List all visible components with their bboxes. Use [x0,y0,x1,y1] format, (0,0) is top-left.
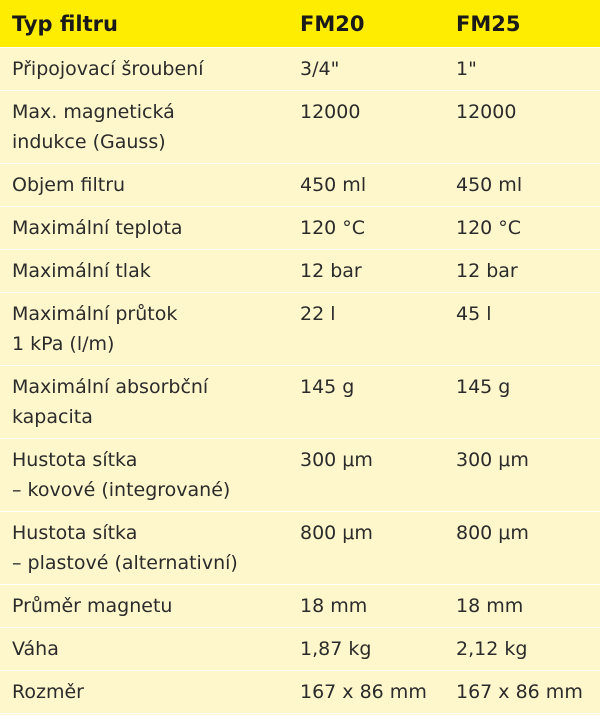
param-label: Objem filtru [0,164,288,207]
table-row [0,91,600,164]
table-row [0,293,600,366]
fm20-value: 167 x 86 mm [288,671,444,714]
header-filter-type: Typ filtru [0,0,288,48]
fm25-value: 120 °C [444,207,600,250]
fm20-value: 120 °C [288,207,444,250]
table-row [0,207,600,250]
param-label: Hustota sítka – kovové (integrované) [0,439,288,512]
fm20-value: 300 μm [288,439,444,512]
table-row [0,439,600,512]
header-fm20: FM20 [288,0,444,48]
table-row [0,164,600,207]
param-label: Maximální tlak [0,250,288,293]
param-label: Maximální absorbční kapacita [0,366,288,439]
fm25-value: 300 μm [444,439,600,512]
fm25-value: 800 μm [444,512,600,585]
header-fm25: FM25 [444,0,600,48]
fm20-value: 12000 [288,91,444,164]
param-label: Hustota sítka – plastové (alternativní) [0,512,288,585]
fm25-value: 450 ml [444,164,600,207]
header-row [0,0,600,48]
param-label: Maximální průtok 1 kPa (l/m) [0,293,288,366]
fm20-value: 800 μm [288,512,444,585]
param-label: Váha [0,628,288,671]
fm25-value: 1" [444,48,600,91]
fm20-value: 145 g [288,366,444,439]
table-row [0,366,600,439]
param-label: Rozměr [0,671,288,714]
fm25-value: 145 g [444,366,600,439]
fm25-value: 167 x 86 mm [444,671,600,714]
fm25-value: 18 mm [444,585,600,628]
table-row [0,250,600,293]
param-label: Průměr magnetu [0,585,288,628]
fm20-value: 18 mm [288,585,444,628]
fm25-value: 12000 [444,91,600,164]
fm20-value: 12 bar [288,250,444,293]
table-row [0,585,600,628]
fm20-value: 22 l [288,293,444,366]
table-row [0,512,600,585]
table-row [0,48,600,91]
table-row [0,671,600,714]
fm20-value: 450 ml [288,164,444,207]
param-label: Připojovací šroubení [0,48,288,91]
fm20-value: 1,87 kg [288,628,444,671]
table-row [0,628,600,671]
fm25-value: 12 bar [444,250,600,293]
fm25-value: 45 l [444,293,600,366]
fm20-value: 3/4" [288,48,444,91]
fm25-value: 2,12 kg [444,628,600,671]
param-label: Maximální teplota [0,207,288,250]
param-label: Max. magnetická indukce (Gauss) [0,91,288,164]
